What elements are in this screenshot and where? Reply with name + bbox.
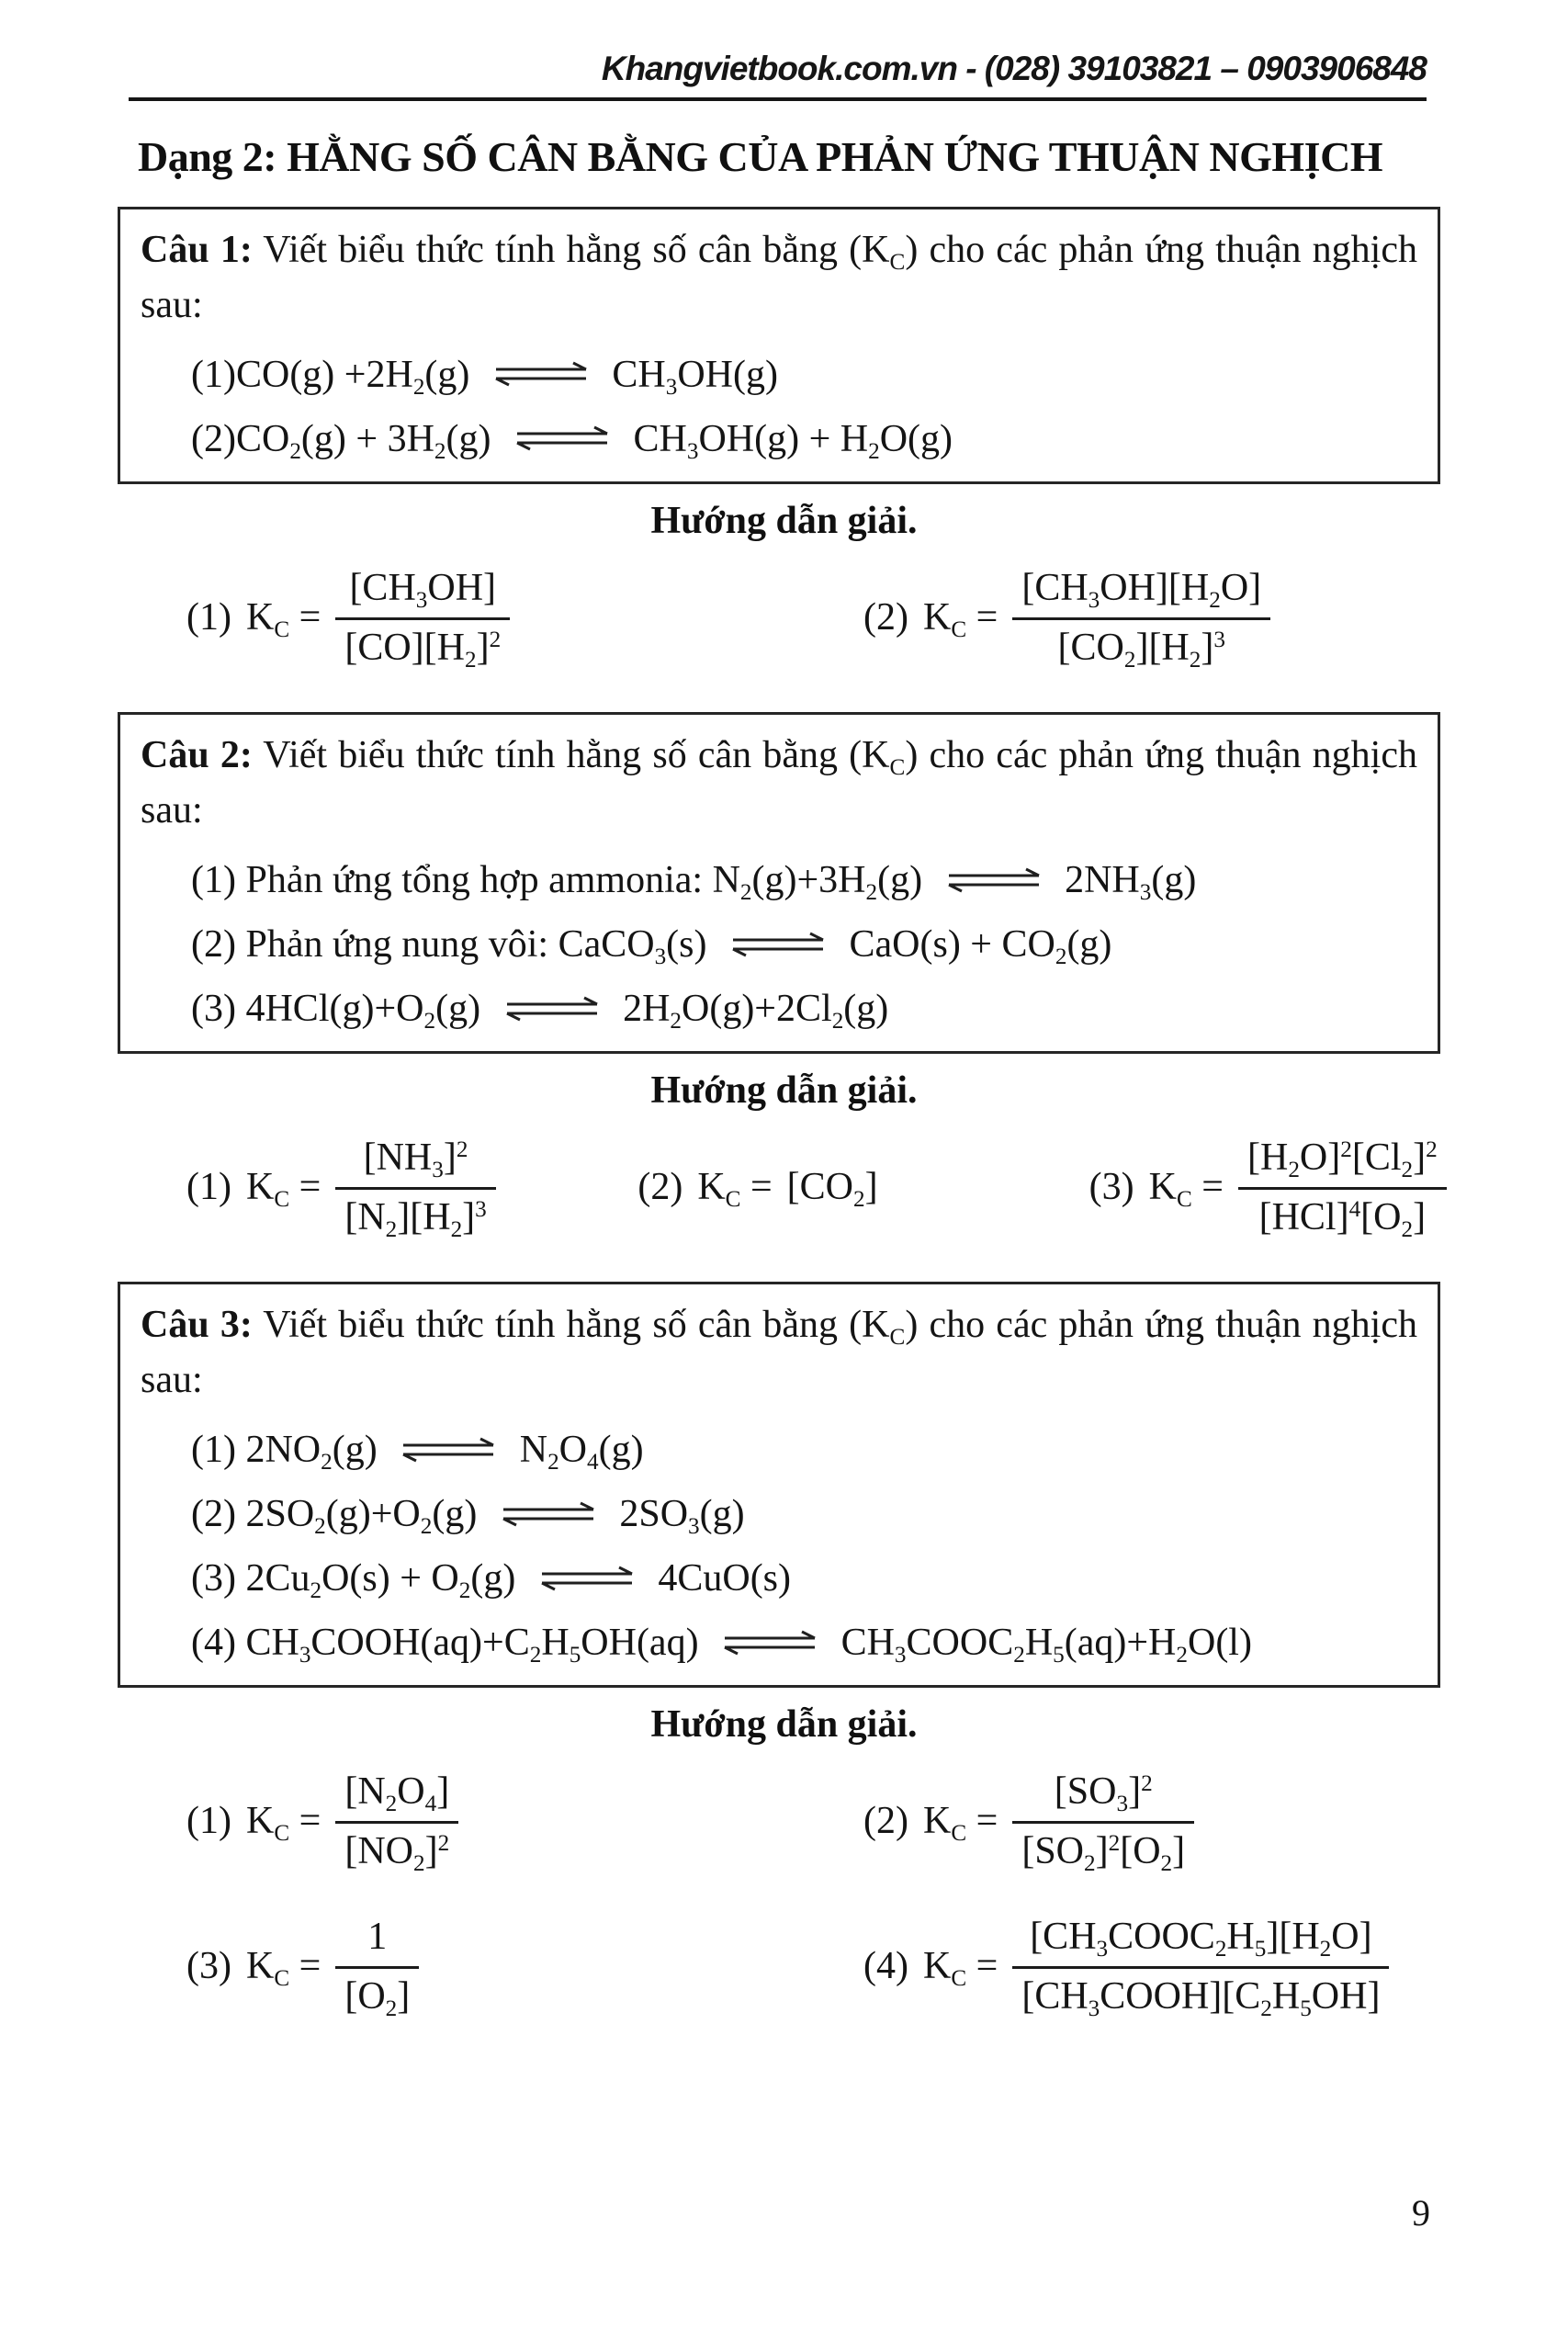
reaction-right: $CaO(s) + CO_2(g)$ xyxy=(849,923,1112,970)
solution-row xyxy=(186,1897,1540,2035)
header-divider xyxy=(129,97,1427,101)
equilibrium-arrow-icon xyxy=(728,931,829,958)
equilibrium-arrow-icon xyxy=(719,1629,820,1657)
reaction-left: (1) Phản ứng tổng hợp ammonia: $N_2(g)+3H_2(g)$ xyxy=(191,859,923,906)
solution-heading: Hướng dẫn giải. xyxy=(650,1703,918,1747)
fraction xyxy=(335,1915,419,2021)
question-box-3 xyxy=(118,1282,1440,1688)
question-prompt xyxy=(141,728,1417,838)
fraction-numerator: $[SO_3]^2$ xyxy=(1054,1770,1153,1816)
solution-label: (2) xyxy=(863,1800,908,1843)
reaction-line xyxy=(191,417,1417,465)
solution-item xyxy=(863,548,1540,686)
question-label: Câu 3: xyxy=(141,1304,253,1347)
reaction-left: (1) $2NO_2(g)$ xyxy=(191,1429,378,1476)
solution-heading: Hướng dẫn giải. xyxy=(650,500,918,543)
page-number: 9 xyxy=(1412,2192,1430,2233)
solution-label: (4) xyxy=(863,1945,908,1988)
fraction-denominator: $[HCl]^4[O_2]$ xyxy=(1238,1187,1447,1239)
solution-item xyxy=(186,548,863,686)
kc-expression: $K_C$ = xyxy=(245,1166,321,1213)
kc-expression: $K_C$ = xyxy=(245,1800,321,1847)
fraction-numerator: $[NH_3]^2$ xyxy=(363,1136,468,1182)
solution-label: (3) xyxy=(186,1945,231,1988)
fraction-numerator: $[CH_3COOC_2H_5][H_2O]$ xyxy=(1030,1915,1372,1962)
reaction-left: (2) $2SO_2(g)+O_2(g)$ xyxy=(191,1493,478,1540)
fraction-numerator: 1 xyxy=(367,1915,388,1958)
fraction-denominator: $[O_2]$ xyxy=(335,1966,419,2018)
solution-label: (1) xyxy=(186,1166,231,1209)
solution-item xyxy=(863,1897,1540,2035)
fraction-denominator: $[CO_2][H_2]^3$ xyxy=(1012,617,1270,670)
question-prompt-text: Viết biểu thức tính hằng số cân bằng $(K_C)$ cho các phản ứng thuận nghịch sau: xyxy=(141,229,1417,327)
equilibrium-arrow-icon xyxy=(512,424,613,452)
reaction-right: 4CuO(s) xyxy=(658,1557,792,1600)
solution-row xyxy=(186,1752,1540,1890)
fraction xyxy=(335,566,510,673)
kc-expression: $K_C$ = xyxy=(1148,1166,1224,1213)
equilibrium-arrow-icon xyxy=(491,360,592,388)
question-label: Câu 2: xyxy=(141,734,253,777)
solution-item xyxy=(863,1752,1540,1890)
kc-expression: $K_C$ = xyxy=(922,1945,998,1992)
reaction-line xyxy=(191,858,1417,906)
reaction-right: $2H_2O(g)+2Cl_2(g)$ xyxy=(623,988,889,1035)
reaction-left: (3) $4HCl(g)+O_2(g)$ xyxy=(191,988,481,1035)
fraction-numerator: $[CH_3OH]$ xyxy=(349,566,497,613)
reaction-line xyxy=(191,922,1417,970)
kc-expression: $K_C$ = xyxy=(697,1166,773,1213)
reaction-left: $(1)CO(g) +2H_2(g)$ xyxy=(191,354,470,401)
solution-item xyxy=(1089,1118,1540,1256)
kc-value: $[CO_2]$ xyxy=(786,1166,878,1213)
page-title: Dạng 2: HẰNG SỐ CÂN BẰNG CỦA PHẢN ỨNG THUẬN NGHỊCH xyxy=(138,133,1383,180)
reaction-right: $2SO_3(g)$ xyxy=(619,1493,745,1540)
reaction-right: $CH_3OH(g) + H_2O(g)$ xyxy=(633,418,953,465)
reaction-line xyxy=(191,1428,1417,1476)
equilibrium-arrow-icon xyxy=(498,1500,599,1528)
reaction-right: $N_2O_4(g)$ xyxy=(519,1429,644,1476)
reaction-right: $CH_3OH(g)$ xyxy=(612,354,778,401)
fraction-denominator: $[SO_2]^2[O_2]$ xyxy=(1012,1821,1194,1873)
kc-expression: $K_C$ = xyxy=(245,1945,321,1992)
fraction xyxy=(1012,1915,1389,2021)
reaction-left: (3) $2Cu_2O(s) + O_2(g)$ xyxy=(191,1557,516,1604)
fraction xyxy=(335,1770,458,1876)
page-header: Khangvietbook.com.vn - (028) 39103821 – 0903906848 xyxy=(601,50,1427,87)
question-label: Câu 1: xyxy=(141,229,253,271)
kc-expression: $K_C$ = xyxy=(922,1800,998,1847)
question-prompt-text: Viết biểu thức tính hằng số cân bằng $(K_C)$ cho các phản ứng thuận nghịch sau: xyxy=(141,734,1417,832)
solution-label: (2) xyxy=(637,1166,683,1209)
fraction-denominator: $[N_2][H_2]^3$ xyxy=(335,1187,495,1239)
solution-label: (3) xyxy=(1089,1166,1134,1209)
fraction xyxy=(1012,566,1270,673)
fraction-denominator: $[CH_3COOH][C_2H_5OH]$ xyxy=(1012,1966,1389,2018)
reaction-left: (2) Phản ứng nung vôi: CaCO$_3$(s) xyxy=(191,923,707,970)
solution-item xyxy=(186,1752,863,1890)
fraction-numerator: $[N_2O_4]$ xyxy=(344,1770,450,1816)
fraction-numerator: $[H_2O]^2[Cl_2]^2$ xyxy=(1247,1136,1438,1182)
question-prompt-text: Viết biểu thức tính hằng số cân bằng $(K_C)$ cho các phản ứng thuận nghịch sau: xyxy=(141,1304,1417,1402)
reaction-line xyxy=(191,353,1417,401)
equilibrium-arrow-icon xyxy=(943,866,1044,894)
solution-row xyxy=(186,1118,1540,1256)
question-prompt xyxy=(141,222,1417,333)
fraction-denominator: $[NO_2]^2$ xyxy=(335,1821,458,1873)
kc-expression: $K_C$ = xyxy=(922,596,998,643)
equilibrium-arrow-icon xyxy=(502,995,603,1023)
fraction xyxy=(1238,1136,1447,1242)
reaction-line xyxy=(191,1492,1417,1540)
solution-row xyxy=(186,548,1540,686)
solution-label: (1) xyxy=(186,1800,231,1843)
reaction-right: $CH_3COOC_2H_5(aq)+H_2O(l)$ xyxy=(840,1622,1252,1668)
reaction-left: $(2)CO_2(g) + 3H_2(g)$ xyxy=(191,418,491,465)
fraction-numerator: $[CH_3OH][H_2O]$ xyxy=(1021,566,1262,613)
question-box-2 xyxy=(118,712,1440,1054)
solution-label: (2) xyxy=(863,596,908,639)
reaction-line xyxy=(191,1621,1417,1668)
equilibrium-arrow-icon xyxy=(398,1436,499,1464)
reaction-line xyxy=(191,1556,1417,1604)
reaction-left: (4) $CH_3COOH(aq)+C_2H_5OH(aq)$ xyxy=(191,1622,699,1668)
equilibrium-arrow-icon xyxy=(536,1565,637,1592)
reaction-right: $2NH_3(g)$ xyxy=(1065,859,1197,906)
kc-expression: $K_C$ = xyxy=(245,596,321,643)
solution-item xyxy=(186,1897,863,2035)
fraction-denominator: $[CO][H_2]^2$ xyxy=(335,617,510,670)
solution-heading: Hướng dẫn giải. xyxy=(650,1069,918,1113)
solution-item xyxy=(186,1118,637,1256)
solution-item xyxy=(637,1118,1089,1256)
fraction xyxy=(1012,1770,1194,1876)
question-box-1 xyxy=(118,207,1440,484)
reaction-line xyxy=(191,987,1417,1035)
fraction xyxy=(335,1136,495,1242)
solution-label: (1) xyxy=(186,596,231,639)
question-prompt xyxy=(141,1297,1417,1408)
